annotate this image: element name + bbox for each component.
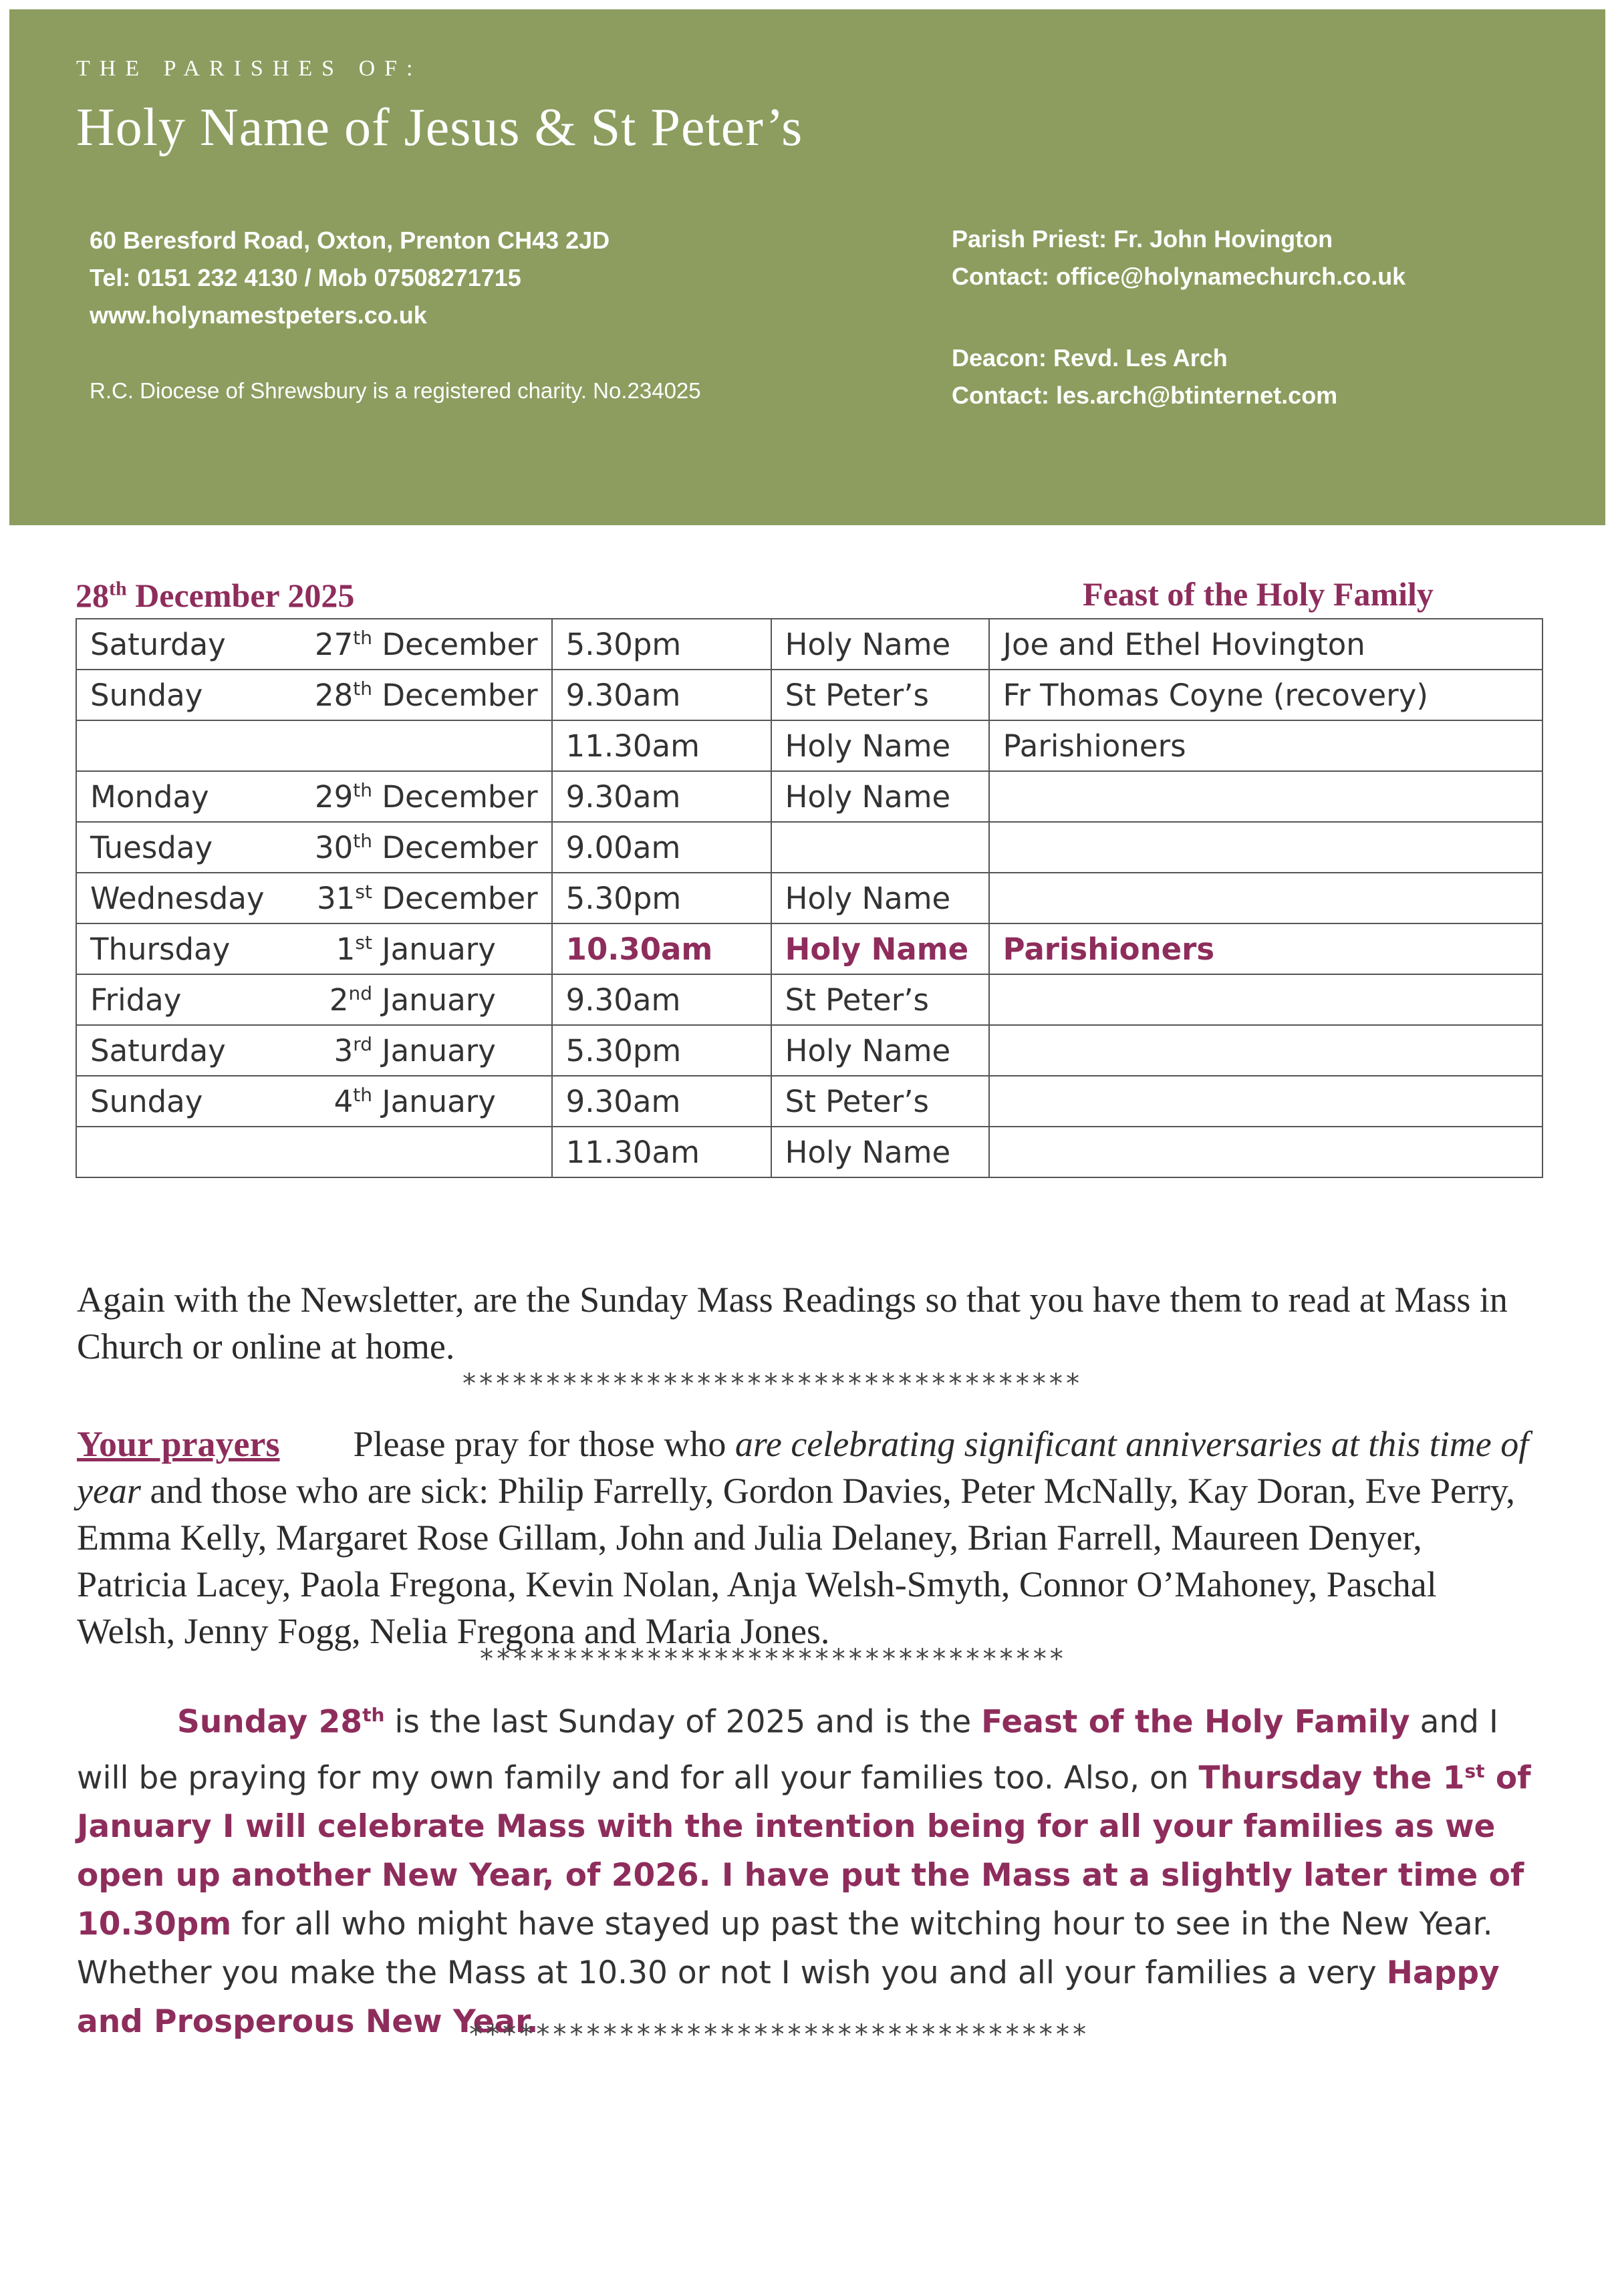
cell-time: 9.30am bbox=[552, 1076, 771, 1127]
cell-church: St Peter’s bbox=[771, 670, 989, 720]
cell-church bbox=[771, 822, 989, 873]
msg-bold-2: Feast of the Holy Family bbox=[981, 1703, 1410, 1741]
prayers-text-a: Please pray for those who bbox=[353, 1424, 735, 1464]
date-sup: rd bbox=[353, 1032, 372, 1055]
cell-date bbox=[295, 873, 552, 923]
date-num: 4 bbox=[333, 1083, 354, 1119]
deacon-contact[interactable]: Contact: les.arch@btinternet.com bbox=[952, 382, 1338, 409]
separator: ************************************* bbox=[468, 2019, 1089, 2050]
cell-church: Holy Name bbox=[771, 619, 989, 670]
msg-text-1: is the last Sunday of 2025 and is the bbox=[384, 1703, 982, 1741]
schedule-row bbox=[76, 1025, 1542, 1076]
cell-intention: Parishioners bbox=[989, 923, 1542, 974]
msg-bold-1: Sunday 28 bbox=[177, 1703, 363, 1741]
cell-intention: Parishioners bbox=[989, 720, 1542, 771]
date-num: 30 bbox=[315, 829, 354, 865]
cell-time: 9.00am bbox=[552, 822, 771, 873]
schedule-row bbox=[76, 873, 1542, 923]
cell-time: 9.30am bbox=[552, 771, 771, 822]
cell-church: Holy Name bbox=[771, 771, 989, 822]
cell-church: Holy Name bbox=[771, 923, 989, 974]
cell-church: Holy Name bbox=[771, 720, 989, 771]
cell-time: 11.30am bbox=[552, 720, 771, 771]
msg-bold-1-sup: th bbox=[362, 1704, 385, 1726]
charity-notice: R.C. Diocese of Shrewsbury is a registered charity. No.234025 bbox=[90, 378, 701, 403]
date-num: 1 bbox=[336, 931, 356, 967]
msg-bold-5: Happy and Prosperous New Year. bbox=[77, 1955, 1500, 2041]
cell-date bbox=[295, 619, 552, 670]
cell-day: Wednesday bbox=[76, 873, 295, 923]
mass-schedule-table bbox=[76, 618, 1543, 1178]
date-num: 29 bbox=[315, 778, 354, 815]
cell-day: Friday bbox=[76, 974, 295, 1025]
schedule-row bbox=[76, 670, 1542, 720]
msg-bold-4: of January I will celebrate Mass with the intention being for all your families as we open up another New Year, of 2026. I have put the Mass at a slightly later time of 10.30pm bbox=[77, 1759, 1531, 1943]
date-month: January bbox=[382, 1083, 496, 1119]
prayers-notice bbox=[77, 1421, 1540, 1655]
bulletin-date-sup: th bbox=[109, 577, 127, 600]
date-sup: th bbox=[353, 829, 372, 852]
cell-day: Sunday bbox=[76, 670, 295, 720]
msg-bold-3-sup: st bbox=[1464, 1759, 1485, 1782]
cell-church: Holy Name bbox=[771, 1025, 989, 1076]
schedule-row bbox=[76, 974, 1542, 1025]
header-kicker: THE PARISHES OF: bbox=[76, 56, 422, 81]
cell-day: Sunday bbox=[76, 1076, 295, 1127]
bulletin-date bbox=[76, 576, 354, 615]
date-sup: nd bbox=[348, 982, 372, 1004]
cell-time: 5.30pm bbox=[552, 873, 771, 923]
cell-intention bbox=[989, 873, 1542, 923]
priest-block bbox=[952, 221, 1405, 295]
bulletin-date-num: 28 bbox=[76, 577, 109, 614]
cell-church: Holy Name bbox=[771, 1127, 989, 1177]
bulletin-date-rest: December 2025 bbox=[126, 577, 355, 614]
cell-intention bbox=[989, 1025, 1542, 1076]
cell-day: Thursday bbox=[76, 923, 295, 974]
date-month: December bbox=[382, 626, 538, 662]
separator: *********************************** bbox=[479, 1644, 1065, 1675]
schedule-row bbox=[76, 1076, 1542, 1127]
cell-day: Tuesday bbox=[76, 822, 295, 873]
schedule-row bbox=[76, 923, 1542, 974]
cell-church: St Peter’s bbox=[771, 1076, 989, 1127]
cell-date bbox=[295, 670, 552, 720]
separator: ************************************* bbox=[461, 1369, 1082, 1399]
schedule-row bbox=[76, 720, 1542, 771]
cell-date bbox=[295, 974, 552, 1025]
cell-time: 9.30am bbox=[552, 974, 771, 1025]
schedule-row bbox=[76, 1127, 1542, 1177]
cell-time: 11.30am bbox=[552, 1127, 771, 1177]
cell-date bbox=[295, 720, 552, 771]
address-block bbox=[90, 222, 610, 334]
date-num: 28 bbox=[315, 677, 354, 713]
cell-time: 10.30am bbox=[552, 923, 771, 974]
schedule-row bbox=[76, 771, 1542, 822]
date-sup: st bbox=[355, 880, 372, 903]
cell-day: Saturday bbox=[76, 1025, 295, 1076]
date-sup: st bbox=[355, 931, 372, 954]
cell-date bbox=[295, 1025, 552, 1076]
date-month: December bbox=[382, 880, 538, 916]
cell-time: 5.30pm bbox=[552, 1025, 771, 1076]
cell-intention bbox=[989, 974, 1542, 1025]
date-sup: th bbox=[353, 677, 372, 700]
priest-contact[interactable]: Contact: office@holynamechurch.co.uk bbox=[952, 263, 1406, 290]
cell-intention: Joe and Ethel Hovington bbox=[989, 619, 1542, 670]
deacon-block bbox=[952, 339, 1337, 414]
cell-intention bbox=[989, 1076, 1542, 1127]
date-month: January bbox=[382, 931, 496, 967]
date-month: January bbox=[382, 982, 496, 1018]
website[interactable]: www.holynamestpeters.co.uk bbox=[90, 301, 427, 329]
cell-intention bbox=[989, 1127, 1542, 1177]
cell-day: Monday bbox=[76, 771, 295, 822]
date-month: January bbox=[382, 1032, 496, 1068]
cell-church: St Peter’s bbox=[771, 974, 989, 1025]
telephone: Tel: 0151 232 4130 / Mob 07508271715 bbox=[90, 264, 521, 291]
date-sup: th bbox=[353, 778, 372, 801]
msg-text-2: and I will be praying for my own family and for all your families too. Also, on bbox=[77, 1703, 1498, 1797]
priest-message bbox=[77, 1691, 1547, 2046]
cell-intention bbox=[989, 822, 1542, 873]
prayers-heading: Your prayers bbox=[77, 1424, 280, 1464]
date-num: 31 bbox=[317, 880, 356, 916]
date-month: December bbox=[382, 677, 538, 713]
msg-text-3: for all who might have stayed up past the witching hour to see in the New Year. Whether you make the Mass at 10.30 or not I wish you and all your families a very bbox=[77, 1906, 1493, 1992]
date-num: 27 bbox=[315, 626, 354, 662]
parish-title: Holy Name of Jesus & St Peter’s bbox=[76, 98, 803, 157]
address: 60 Beresford Road, Oxton, Prenton CH43 2JD bbox=[90, 227, 610, 254]
date-sup: th bbox=[353, 1083, 372, 1106]
cell-date bbox=[295, 771, 552, 822]
prayers-text-italic: are celebrating significant anniversaries at this time of year bbox=[77, 1424, 1529, 1511]
date-sup: th bbox=[353, 626, 372, 649]
cell-date bbox=[295, 923, 552, 974]
cell-day: Saturday bbox=[76, 619, 295, 670]
cell-time: 9.30am bbox=[552, 670, 771, 720]
cell-time: 5.30pm bbox=[552, 619, 771, 670]
schedule-row bbox=[76, 822, 1542, 873]
feast-title: Feast of the Holy Family bbox=[1083, 575, 1434, 613]
cell-intention bbox=[989, 771, 1542, 822]
date-num: 3 bbox=[333, 1032, 354, 1068]
date-month: December bbox=[382, 829, 538, 865]
cell-day bbox=[76, 720, 295, 771]
date-month: December bbox=[382, 778, 538, 815]
schedule-row bbox=[76, 619, 1542, 670]
prayers-text-b: and those who are sick: Philip Farrelly, Gordon Davies, Peter McNally, Kay Doran, Eve Perry, Emma Kelly, Margaret Rose Gillam, John and Julia Delaney, Brian Farrell, Maureen Denyer, Patricia Lacey, Paola Fregona, Kevin Nolan, Anja Welsh-Smyth, Connor O’Mahoney, Paschal Welsh, Jenny Fogg, Nelia Fregona and Maria Jones. bbox=[77, 1471, 1515, 1651]
parish-priest: Parish Priest: Fr. John Hovington bbox=[952, 225, 1333, 253]
msg-bold-3: Thursday the 1 bbox=[1198, 1759, 1465, 1797]
cell-date bbox=[295, 1076, 552, 1127]
cell-date bbox=[295, 822, 552, 873]
cell-church: Holy Name bbox=[771, 873, 989, 923]
readings-notice: Again with the Newsletter, are the Sunday Mass Readings so that you have them to read at Mass in Church or online at home. bbox=[77, 1280, 1508, 1367]
parish-header bbox=[9, 9, 1605, 525]
cell-day bbox=[76, 1127, 295, 1177]
date-num: 2 bbox=[329, 982, 349, 1018]
cell-intention: Fr Thomas Coyne (recovery) bbox=[989, 670, 1542, 720]
cell-date bbox=[295, 1127, 552, 1177]
deacon: Deacon: Revd. Les Arch bbox=[952, 344, 1228, 372]
